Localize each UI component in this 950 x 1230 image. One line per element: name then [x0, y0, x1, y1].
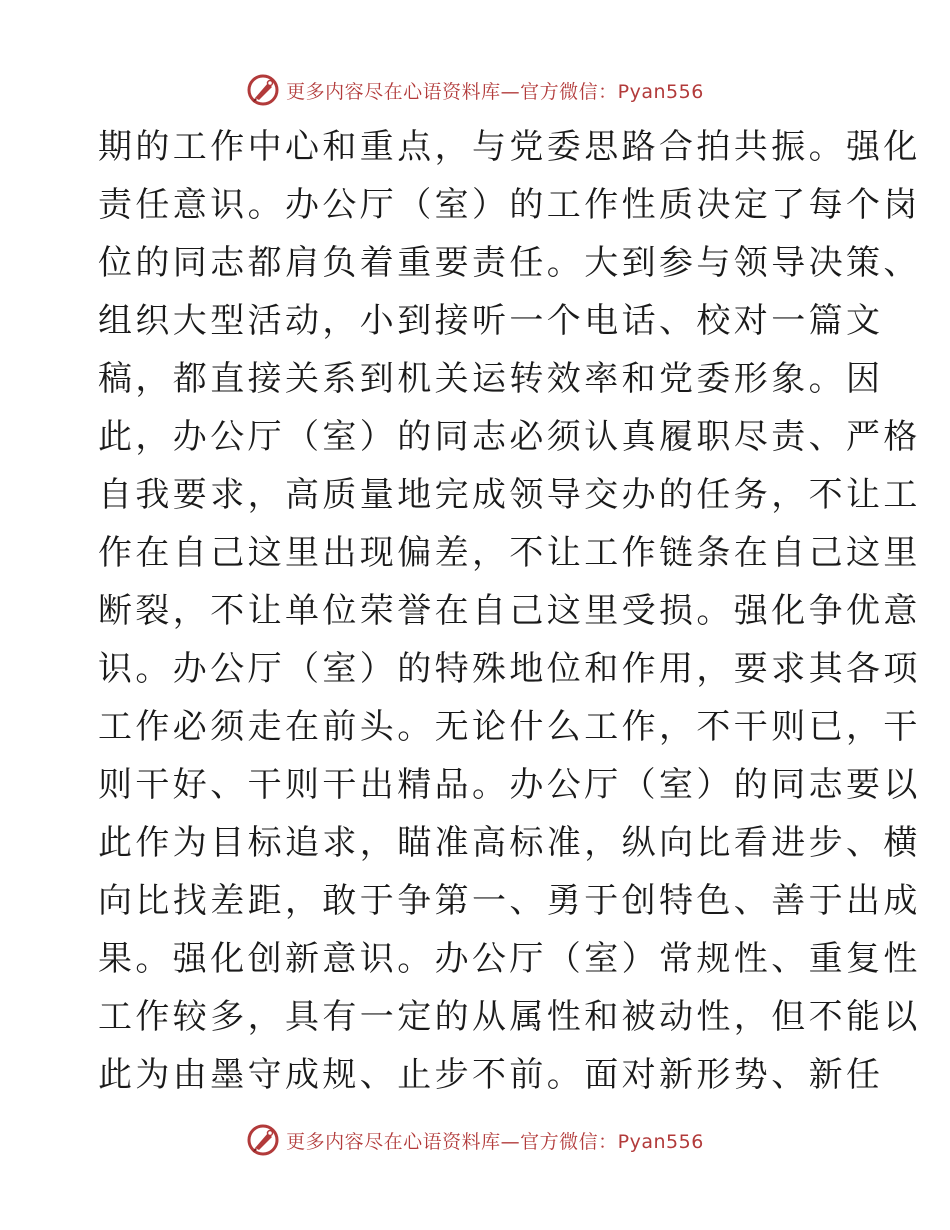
text-line: 组织大型活动，小到接听一个电话、校对一篇文	[98, 301, 884, 341]
text-line: 自我要求，高质量地完成领导交办的任务，不让工	[98, 475, 921, 515]
text-line: 期的工作中心和重点，与党委思路合拍共振。强化	[98, 127, 921, 167]
pen-seal-icon	[246, 73, 280, 107]
header-banner-text: 更多内容尽在心语资料库—官方微信：Pyan556	[286, 80, 704, 103]
header-banner	[0, 70, 950, 110]
text-line: 工作较多，具有一定的从属性和被动性，但不能以	[98, 997, 921, 1037]
footer-banner	[0, 1120, 950, 1160]
text-line: 稿，都直接关系到机关运转效率和党委形象。因	[98, 359, 884, 399]
footer-banner-text: 更多内容尽在心语资料库—官方微信：Pyan556	[286, 1130, 704, 1153]
text-line: 果。强化创新意识。办公厅（室）常规性、重复性	[98, 939, 921, 979]
text-line: 此作为目标追求，瞄准高标准，纵向比看进步、横	[98, 823, 921, 863]
text-line: 工作必须走在前头。无论什么工作，不干则已，干	[98, 707, 921, 747]
text-line: 断裂，不让单位荣誉在自己这里受损。强化争优意	[98, 591, 921, 631]
text-line: 则干好、干则干出精品。办公厅（室）的同志要以	[98, 765, 921, 805]
text-line: 此，办公厅（室）的同志必须认真履职尽责、严格	[98, 417, 921, 457]
text-line: 位的同志都肩负着重要责任。大到参与领导决策、	[98, 243, 921, 283]
text-line: 责任意识。办公厅（室）的工作性质决定了每个岗	[98, 185, 921, 225]
text-line: 识。办公厅（室）的特殊地位和作用，要求其各项	[98, 649, 921, 689]
text-line: 此为由墨守成规、止步不前。面对新形势、新任	[98, 1055, 884, 1095]
text-line: 作在自己这里出现偏差，不让工作链条在自己这里	[98, 533, 921, 573]
text-line: 向比找差距，敢于争第一、勇于创特色、善于出成	[98, 881, 921, 921]
pen-seal-icon	[246, 1123, 280, 1157]
document-body	[98, 118, 921, 1104]
